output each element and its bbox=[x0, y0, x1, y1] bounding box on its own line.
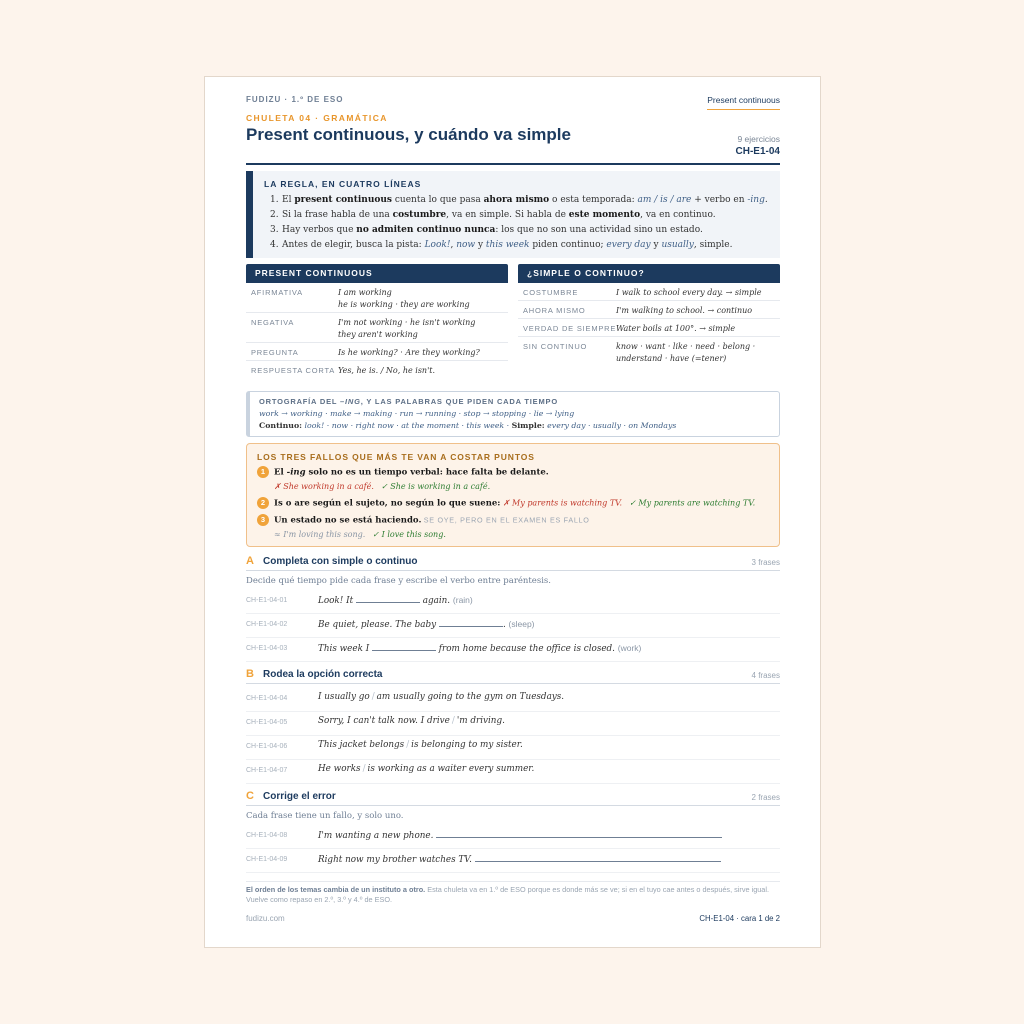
row-line: they aren't working bbox=[338, 329, 418, 339]
rule-text: Antes de elegir, busca la pista: bbox=[282, 240, 425, 250]
error-question: Is o are según el sujeto, no según lo que suene: bbox=[274, 498, 501, 509]
row-value bbox=[338, 317, 475, 340]
table-row bbox=[518, 283, 780, 301]
row-line: I am working bbox=[338, 288, 392, 297]
header-divider bbox=[246, 163, 780, 165]
error-note: SE OYE, PERO EN EL EXAMEN ES FALLO bbox=[423, 515, 590, 525]
spelling-heading-ing: –ING bbox=[340, 397, 361, 406]
error-text: El bbox=[274, 467, 287, 478]
footer-site[interactable]: fudizu.com bbox=[246, 914, 285, 923]
option-a[interactable]: This jacket belongs bbox=[318, 740, 405, 750]
option-a[interactable]: I usually go bbox=[318, 692, 370, 702]
error-italic: -ing bbox=[286, 467, 306, 478]
error-question: Un estado no se está haciendo. bbox=[274, 515, 422, 526]
simple-or-continuous-table bbox=[518, 264, 780, 367]
error-number: 1 bbox=[257, 466, 269, 478]
good-example: ✓ She is working in a café. bbox=[381, 482, 491, 491]
rule-text: : los que no son una actividad sino un estado. bbox=[495, 225, 703, 235]
section-b-header bbox=[246, 668, 780, 684]
worksheet-page bbox=[204, 76, 821, 948]
rule-line bbox=[270, 223, 768, 238]
exercise-code: CH-E1-04-08 bbox=[246, 832, 288, 839]
exercise-count: 9 ejercicios bbox=[737, 134, 780, 144]
table-row bbox=[518, 301, 780, 319]
rule-text: , va en simple. Si habla de bbox=[446, 210, 569, 220]
table-row bbox=[246, 283, 508, 313]
exercise-code: CH-E1-04-02 bbox=[246, 621, 288, 628]
spelling-heading-text: , Y LAS PALABRAS QUE PIDEN CADA TIEMPO bbox=[360, 397, 558, 406]
verb-hint: (work) bbox=[617, 643, 642, 653]
rule-text: , simple. bbox=[693, 240, 733, 250]
good-example: ✓ I love this song. bbox=[372, 530, 446, 539]
option-separator: / bbox=[451, 716, 455, 726]
row-line: I'm walking to school. → continuo bbox=[616, 306, 753, 315]
row-line: I'm not working · he isn't working bbox=[338, 318, 476, 327]
section-c-header bbox=[246, 790, 780, 806]
rule-text: + verbo en bbox=[691, 195, 748, 205]
exercise-text bbox=[318, 618, 535, 630]
option-b[interactable]: 'm driving. bbox=[456, 716, 505, 726]
rule-bold: no admiten continuo nunca bbox=[356, 225, 496, 235]
row-label: AHORA MISMO bbox=[523, 306, 586, 315]
section-a-instructions: Decide qué tiempo pide cada frase y escribe el verbo entre paréntesis. bbox=[246, 576, 551, 586]
exercise-sentence: I'm wanting a new phone. bbox=[318, 831, 434, 841]
option-b[interactable]: am usually going to the gym on Tuesdays. bbox=[376, 692, 565, 702]
exercise-sentence: Right now my brother watches TV. bbox=[318, 855, 472, 865]
rule-line bbox=[270, 193, 768, 208]
present-continuous-table bbox=[246, 264, 508, 379]
rule-number: 2. bbox=[270, 210, 279, 220]
error-question bbox=[274, 467, 549, 477]
exercise-item bbox=[246, 614, 780, 638]
rule-bold: costumbre bbox=[392, 210, 447, 220]
exercise-item bbox=[246, 590, 780, 614]
section-title: Completa con simple o continuo bbox=[263, 556, 418, 567]
option-b[interactable]: is working as a waiter every summer. bbox=[367, 764, 535, 774]
row-label: AFIRMATIVA bbox=[251, 288, 303, 297]
row-value bbox=[338, 347, 480, 359]
continuous-label: Continuo: bbox=[259, 421, 303, 430]
kicker: CHULETA 04 · GRAMÁTICA bbox=[246, 113, 388, 123]
exercise-code: CH-E1-04-03 bbox=[246, 645, 288, 652]
rule-text: o esta temporada: bbox=[549, 195, 638, 205]
rule-text: y bbox=[475, 240, 486, 250]
good-example: ✓ My parents are watching TV. bbox=[629, 498, 756, 508]
rule-line bbox=[270, 238, 768, 253]
bad-example: ≈ I'm loving this song. bbox=[274, 530, 366, 539]
row-line: Is he working? · Are they working? bbox=[338, 348, 480, 357]
exercise-text bbox=[318, 740, 523, 750]
option-a[interactable]: Sorry, I can't talk now. I drive bbox=[318, 716, 450, 726]
error-item bbox=[257, 497, 755, 509]
exercise-item bbox=[246, 825, 780, 849]
continuous-words: look! · now · right now · at the moment · this week · bbox=[302, 421, 512, 430]
exercise-code: CH-E1-04-01 bbox=[246, 597, 288, 604]
exercise-item bbox=[246, 638, 780, 662]
row-value bbox=[338, 365, 435, 377]
rule-text: piden continuo; bbox=[529, 240, 607, 250]
bad-example: ✗ She working in a café. bbox=[274, 482, 374, 491]
table-row bbox=[246, 313, 508, 343]
row-value bbox=[616, 323, 735, 335]
row-value bbox=[616, 287, 762, 299]
row-line: know · want · like · need · belong · bbox=[616, 342, 756, 351]
answer-blank[interactable] bbox=[356, 594, 420, 603]
common-errors-box bbox=[246, 443, 780, 547]
exercise-post: . bbox=[502, 620, 506, 630]
verb-hint: (rain) bbox=[452, 595, 473, 605]
row-label: NEGATIVA bbox=[251, 318, 295, 327]
section-c-instructions: Cada frase tiene un fallo, y solo uno. bbox=[246, 811, 404, 821]
table-heading: PRESENT CONTINUOUS bbox=[246, 264, 508, 283]
exercise-pre: This week I bbox=[318, 644, 372, 654]
rule-text: . bbox=[764, 195, 768, 205]
error-item bbox=[257, 466, 549, 491]
table-row bbox=[518, 337, 780, 367]
simple-label: Simple: bbox=[511, 421, 545, 430]
section-letter: C bbox=[246, 790, 254, 802]
exercise-code: CH-E1-04-04 bbox=[246, 695, 288, 702]
option-separator: / bbox=[406, 740, 410, 750]
row-label: VERDAD DE SIEMPRE bbox=[523, 324, 617, 333]
rule-number: 1. bbox=[270, 195, 279, 205]
correction-line[interactable] bbox=[436, 829, 722, 838]
error-examples bbox=[274, 481, 549, 491]
rule-bold: este momento bbox=[568, 210, 641, 220]
rule-bold: present continuous bbox=[294, 195, 393, 205]
rule-italic: usually bbox=[661, 240, 694, 250]
error-examples bbox=[274, 529, 590, 539]
rule-text: El bbox=[282, 195, 295, 205]
rule-heading: LA REGLA, EN CUATRO LÍNEAS bbox=[264, 179, 422, 189]
exercise-text bbox=[318, 829, 722, 841]
exercise-code: CH-E1-04-09 bbox=[246, 856, 288, 863]
rule-list bbox=[270, 193, 768, 253]
exercise-text bbox=[318, 642, 641, 654]
section-letter: B bbox=[246, 668, 254, 680]
rule-line bbox=[270, 208, 768, 223]
section-letter: A bbox=[246, 555, 254, 567]
exercise-code: CH-E1-04-05 bbox=[246, 719, 288, 726]
exercise-text bbox=[318, 594, 473, 606]
rule-text: cuenta lo que pasa bbox=[392, 195, 484, 205]
footer-note-bold: El orden de los temas cambia de un instituto a otro. bbox=[246, 885, 426, 894]
answer-blank[interactable] bbox=[372, 642, 436, 651]
correction-line[interactable] bbox=[475, 853, 721, 862]
page-title: Present continuous, y cuándo va simple bbox=[246, 125, 571, 144]
exercise-item bbox=[246, 760, 780, 784]
rule-text: Si la frase habla de una bbox=[282, 210, 393, 220]
exercise-code: CH-E1-04-06 bbox=[246, 743, 288, 750]
option-separator: / bbox=[362, 764, 366, 774]
exercise-text bbox=[318, 716, 505, 726]
spelling-examples: work → working · make → making · run → running · stop → stopping · lie → lying bbox=[259, 409, 575, 418]
signal-words bbox=[259, 421, 676, 430]
errors-heading: LOS TRES FALLOS QUE MÁS TE VAN A COSTAR PUNTOS bbox=[257, 452, 535, 462]
rule-italic: now bbox=[456, 240, 476, 250]
exercise-item bbox=[246, 736, 780, 760]
exercise-code: CH-E1-04-07 bbox=[246, 767, 288, 774]
exercise-text bbox=[318, 853, 721, 865]
rule-text: , bbox=[450, 240, 457, 250]
rule-italic: am / is / are bbox=[637, 195, 692, 205]
footer-page: CH-E1-04 · cara 1 de 2 bbox=[699, 914, 780, 923]
section-title: Rodea la opción correcta bbox=[263, 669, 383, 680]
rule-text: , va en continuo. bbox=[640, 210, 716, 220]
exercise-text bbox=[318, 692, 564, 702]
spelling-heading-text: ORTOGRAFÍA DEL bbox=[259, 397, 341, 406]
option-separator: / bbox=[371, 692, 375, 702]
spelling-heading bbox=[259, 397, 558, 406]
row-label: COSTUMBRE bbox=[523, 288, 579, 297]
row-line: I walk to school every day. → simple bbox=[616, 288, 762, 297]
table-heading: ¿SIMPLE O CONTINUO? bbox=[518, 264, 780, 283]
error-item bbox=[257, 514, 590, 539]
section-count: 4 frases bbox=[751, 671, 780, 680]
footer-note bbox=[246, 881, 780, 905]
rule-box bbox=[246, 171, 780, 258]
rule-number: 4. bbox=[270, 240, 279, 250]
brand-label: FUDIZU · 1.º DE ESO bbox=[246, 95, 344, 104]
rule-text: Hay verbos que bbox=[282, 225, 357, 235]
table-row bbox=[518, 319, 780, 337]
footer-note-text: Esta chuleta va en 1.º de ESO porque es donde más se ve; si en el tuyo cae antes o después, sirve igual. Vuelve como repaso en 2.º, 3.º y 4.º de ESO. bbox=[246, 885, 770, 904]
rule-italic: every day bbox=[606, 240, 651, 250]
topic-label: Present continuous bbox=[707, 95, 780, 110]
exercise-pre: Look! It bbox=[318, 596, 356, 606]
rule-bold: ahora mismo bbox=[483, 195, 550, 205]
exercise-text bbox=[318, 764, 534, 774]
section-count: 3 frases bbox=[751, 558, 780, 567]
section-count: 2 frases bbox=[751, 793, 780, 802]
exercise-item bbox=[246, 688, 780, 712]
option-b[interactable]: is belonging to my sister. bbox=[411, 740, 523, 750]
row-line: he is working · they are working bbox=[338, 299, 470, 309]
rule-text: y bbox=[650, 240, 662, 250]
table-row bbox=[246, 343, 508, 361]
option-a[interactable]: He works bbox=[318, 764, 361, 774]
row-value bbox=[616, 341, 755, 364]
verb-hint: (sleep) bbox=[508, 619, 535, 629]
exercise-post: from home because the office is closed. bbox=[436, 644, 615, 654]
rule-number: 3. bbox=[270, 225, 279, 235]
table-row bbox=[246, 361, 508, 379]
row-value bbox=[616, 305, 752, 317]
row-label: PREGUNTA bbox=[251, 348, 299, 357]
error-number: 3 bbox=[257, 514, 269, 526]
section-title: Corrige el error bbox=[263, 791, 336, 802]
simple-words: every day · usually · on Mondays bbox=[544, 421, 677, 430]
row-line: Water boils at 100°. → simple bbox=[616, 324, 736, 333]
rule-italic: Look! bbox=[424, 240, 451, 250]
row-line: understand · have (=tener) bbox=[616, 353, 727, 363]
answer-blank[interactable] bbox=[439, 618, 503, 627]
sheet-code: CH-E1-04 bbox=[735, 146, 780, 157]
spelling-box bbox=[246, 391, 780, 437]
row-line: Yes, he is. / No, he isn't. bbox=[338, 366, 436, 375]
rule-italic: -ing bbox=[747, 195, 765, 205]
rule-italic: this week bbox=[485, 240, 530, 250]
bad-example: ✗ My parents is watching TV. bbox=[502, 498, 623, 508]
exercise-item bbox=[246, 849, 780, 873]
exercise-post: again. bbox=[419, 596, 451, 606]
row-label: SIN CONTINUO bbox=[523, 342, 588, 351]
exercise-pre: Be quiet, please. The baby bbox=[318, 620, 439, 630]
row-value bbox=[338, 287, 470, 310]
error-number: 2 bbox=[257, 497, 269, 509]
section-a-header bbox=[246, 555, 780, 571]
error-text: solo no es un tiempo verbal: hace falta be delante. bbox=[305, 467, 549, 478]
exercise-item bbox=[246, 712, 780, 736]
row-label: RESPUESTA CORTA bbox=[251, 366, 336, 375]
